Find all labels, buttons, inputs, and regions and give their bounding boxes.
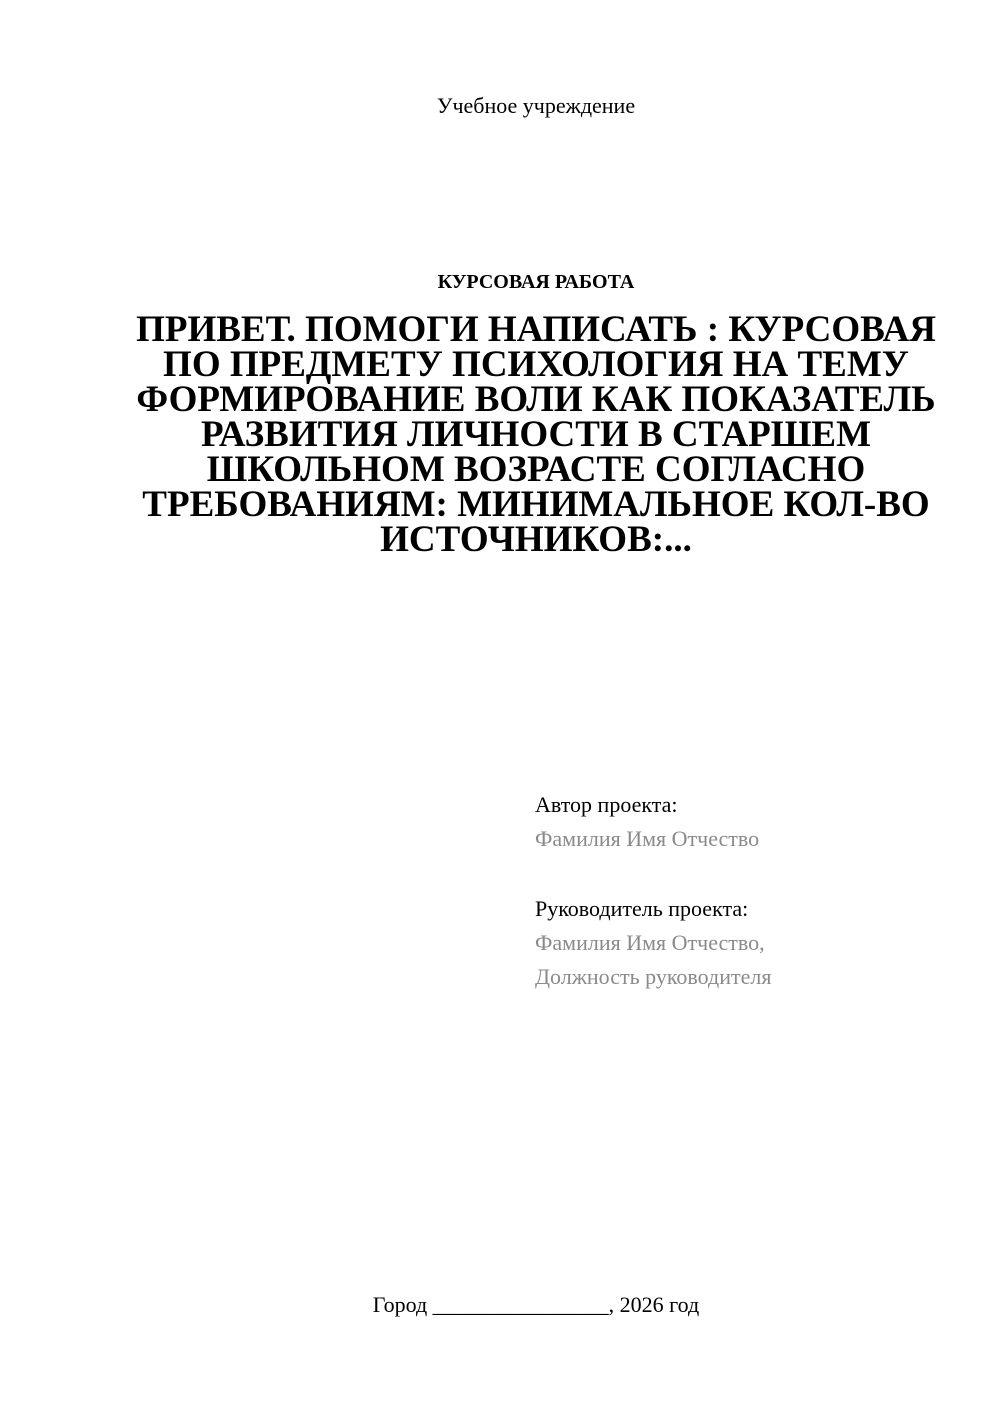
work-title: ПРИВЕТ. ПОМОГИ НАПИСАТЬ : КУРСОВАЯ ПО ПРЕДМЕТУ ПСИХОЛОГИЯ НА ТЕМУ ФОРМИРОВАНИЕ ВОЛИ КАК ПОКАЗАТЕЛЬ РАЗВИТИЯ ЛИЧНОСТИ В СТАРШЕМ ШКОЛЬНОМ ВОЗРАСТЕ СОГЛАСНО ТРЕБОВАНИЯМ: МИНИМАЛЬНОЕ КОЛ-ВО ИСТОЧНИКОВ:... bbox=[136, 309, 936, 560]
spacer bbox=[535, 856, 955, 892]
author-label: Автор проекта: bbox=[535, 792, 678, 817]
supervisor-label: Руководитель проекта: bbox=[535, 896, 749, 921]
supervisor-position-placeholder: Должность руководителя bbox=[535, 964, 772, 989]
institution-name: Учебное учреждение bbox=[436, 93, 636, 118]
author-block bbox=[535, 788, 955, 994]
supervisor-name-placeholder: Фамилия Имя Отчество, bbox=[535, 930, 765, 955]
city-year-line: Город ________________, 2026 год bbox=[372, 1292, 700, 1317]
work-type-heading: КУРСОВАЯ РАБОТА bbox=[437, 271, 635, 293]
author-name-placeholder: Фамилия Имя Отчество bbox=[535, 826, 760, 851]
